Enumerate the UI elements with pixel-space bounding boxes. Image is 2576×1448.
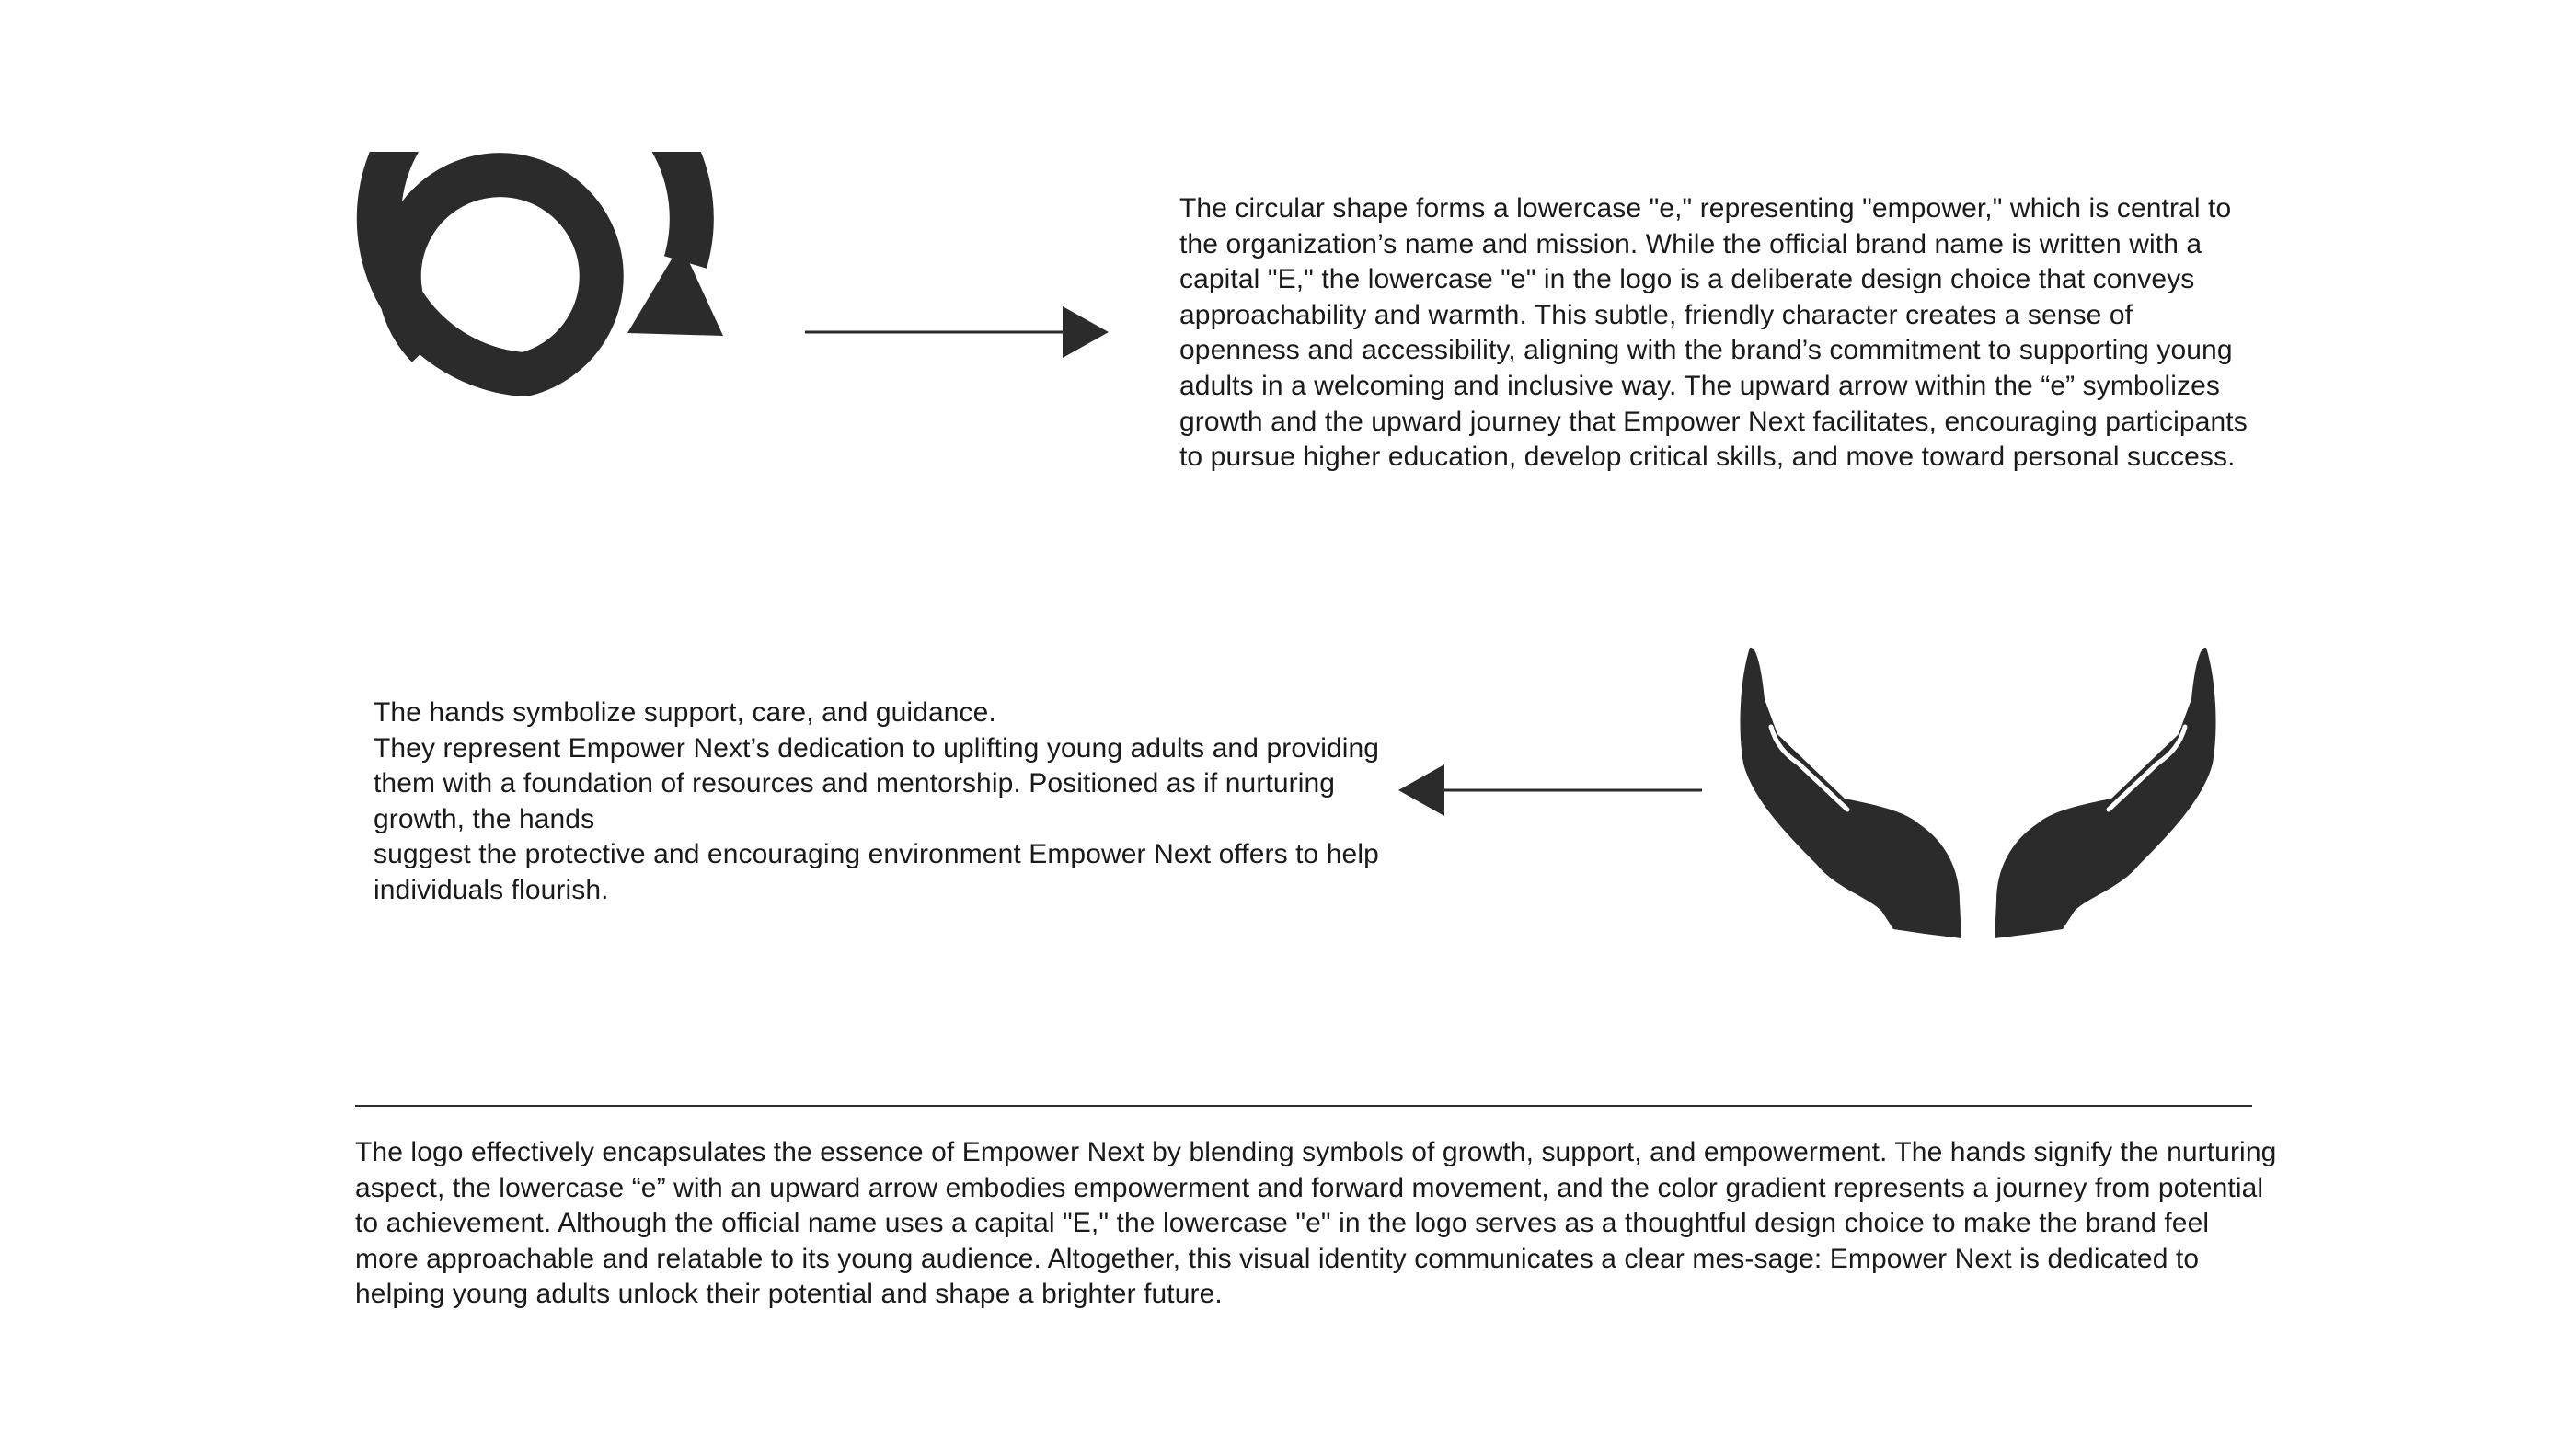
hands-description-line-2: They represent Empower Next’s dedication to uplifting young adults and providing them with a foundation of resources and mentorship. Positioned as if nurturing growth, the hands [374, 732, 1380, 834]
summary-paragraph [355, 1135, 2280, 1313]
logo-description-text: The circular shape forms a lowercase "e," representing "empower," which is central to the organization’s name and mission. While the official brand name is written with a capital "E," the lowercase "e" in the logo is a deliberate design choice that conveys approachability and warmth. This subtle, friendly character creates a sense of openness and accessibility, aligning with the brand’s commitment to supporting young adults in a welcoming and inclusive way. The upward arrow within the “e” symbolizes growth and the upward journey that Empower Next facilitates, encouraging participants to pursue higher education, develop critical skills, and move toward personal success. [1179, 193, 2248, 473]
summary-text: The logo effectively encapsulates the essence of Empower Next by blending symbols of growth, support, and empowerment. The hands signify the nurturing aspect, the lowercase “e” with an upward arrow embodies empowerment and forward movement, and the color gradient represents a journey from potential to achievement. Although the official name uses a capital "E," the lowercase "e" in the logo serves as a thoughtful design choice to make the brand feel more approachable and relatable to its young audience. Altogether, this visual identity communicates a clear mes-sage: Empower Next is dedicated to helping young adults unlock their potential and shape a brighter future. [355, 1137, 2277, 1310]
open-hands-icon [1730, 635, 2226, 948]
left-hand-icon [1740, 648, 1961, 938]
hands-description-line-3: suggest the protective and encouraging environment Empower Next offers to help individuals flourish. [374, 839, 1379, 905]
right-hand-icon [1995, 648, 2216, 938]
arrow-right-icon [805, 299, 1113, 363]
section-divider [355, 1105, 2252, 1107]
logo-description [1179, 191, 2256, 476]
arrow-left-icon [1398, 759, 1702, 823]
hands-description-line-1: The hands symbolize support, care, and guidance. [374, 697, 996, 728]
hands-description [374, 695, 1432, 909]
lowercase-e-arrow-icon [340, 152, 736, 520]
